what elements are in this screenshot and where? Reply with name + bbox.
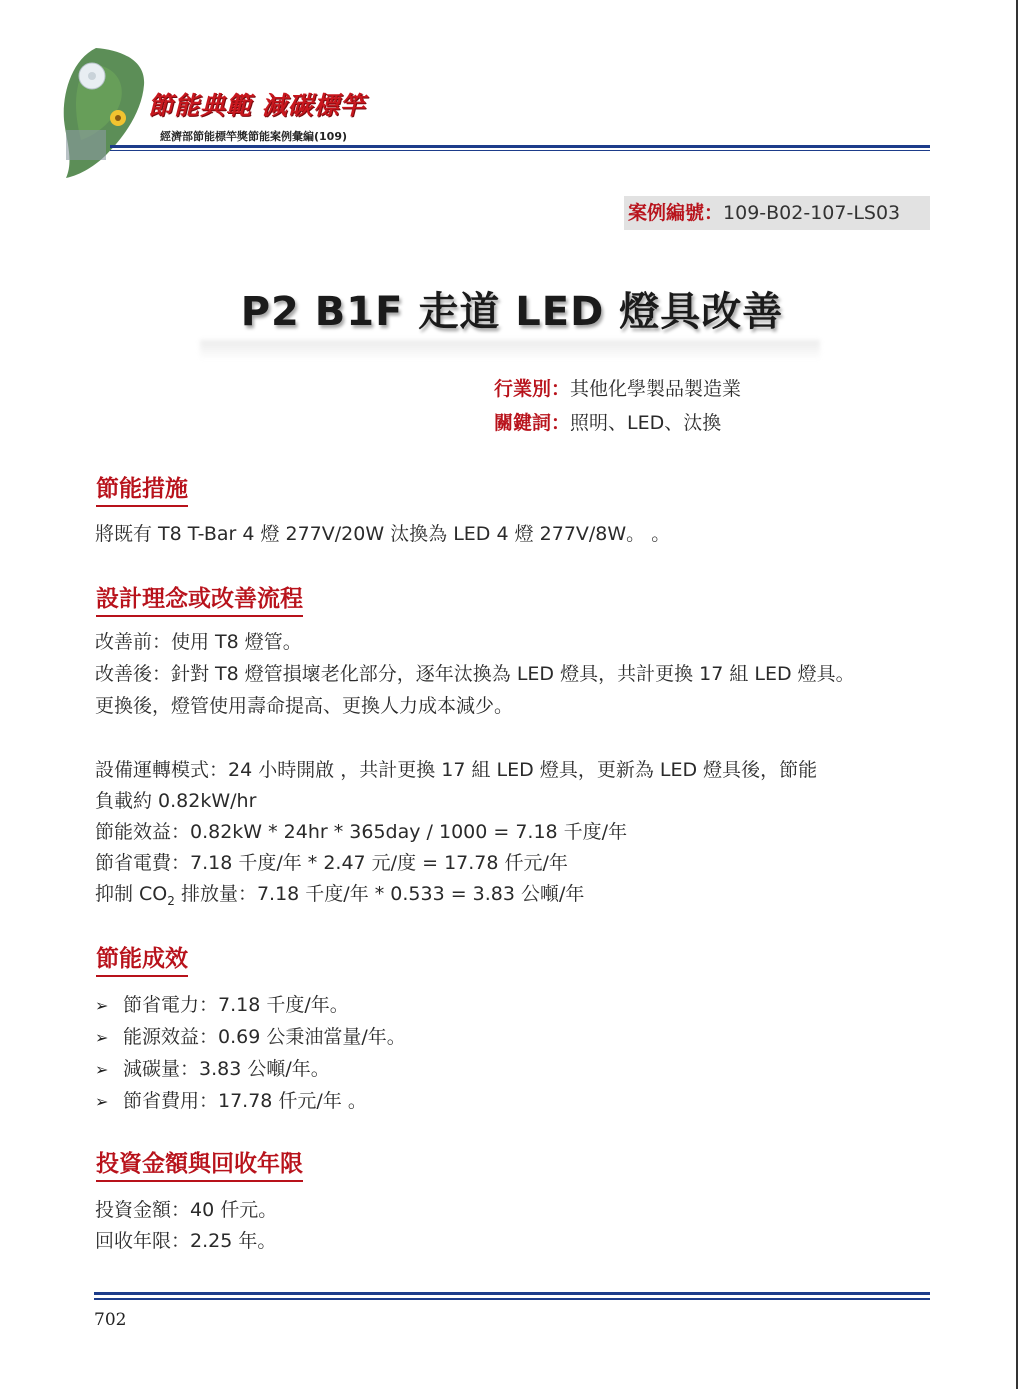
brand-title: 節能典範 減碳標竿	[148, 91, 366, 120]
result-item-text: 能源效益：0.69 公秉油當量/年。	[123, 1026, 406, 1048]
co2-suffix: 排放量：7.18 千度/年 * 0.533 = 3.83 公噸/年	[174, 883, 585, 905]
result-item-text: 節省電力：7.18 千度/年。	[123, 994, 349, 1016]
brand-subtitle: 經濟部節能標竿獎節能案例彙編(109)	[160, 130, 348, 143]
calc-operation-mode: 設備運轉模式：24 小時開啟 ，共計更換 17 組 LED 燈具，更新為 LED 燈具後，節能	[95, 759, 818, 781]
page-title: P2 B1F 走道 LED 燈具改善	[240, 289, 784, 335]
design-before: 改善前：使用 T8 燈管。	[95, 631, 302, 653]
calc-cost-saving: 節省電費：7.18 千度/年 * 2.47 元/度 = 17.78 仟元/年	[95, 852, 568, 874]
design-result: 更換後，燈管使用壽命提高、更換人力成本減少。	[95, 695, 514, 717]
result-item	[95, 1086, 367, 1113]
arrow-bullet-icon: ➢	[95, 1092, 109, 1111]
arrow-bullet-icon: ➢	[95, 1060, 109, 1079]
calc-load: 負載約 0.82kW/hr	[95, 790, 257, 812]
measures-text: 將既有 T8 T-Bar 4 燈 277V/20W 汰換為 LED 4 燈 277V/8W。 。	[95, 523, 671, 545]
keywords-line	[494, 408, 721, 435]
arrow-bullet-icon: ➢	[95, 996, 109, 1015]
industry-line	[494, 374, 741, 401]
industry-label: 行業別：	[494, 378, 571, 400]
industry-value: 其他化學製品製造業	[570, 378, 742, 400]
header-rule-thin	[110, 150, 930, 151]
results-heading: 節能成效	[96, 940, 188, 977]
keywords-label: 關鍵詞：	[494, 412, 571, 434]
design-heading: 設計理念或改善流程	[96, 580, 303, 617]
design-after: 改善後：針對 T8 燈管損壞老化部分，逐年汰換為 LED 燈具，共計更換 17 組 LED 燈具。	[95, 663, 855, 685]
page-edge-line	[1016, 0, 1018, 1389]
measures-heading: 節能措施	[96, 470, 188, 507]
result-item-text: 節省費用：17.78 仟元/年 。	[123, 1090, 367, 1112]
result-item	[95, 1054, 330, 1081]
payback-period: 回收年限：2.25 年。	[95, 1230, 277, 1252]
footer-rule-thin	[94, 1298, 930, 1300]
case-number-label: 案例編號：	[628, 202, 724, 224]
calc-co2-reduction	[95, 879, 584, 917]
footer-rule	[94, 1292, 930, 1295]
result-item-text: 減碳量：3.83 公噸/年。	[123, 1058, 330, 1080]
page-number: 702	[94, 1310, 127, 1330]
result-item	[95, 990, 349, 1017]
keywords-value: 照明、LED、汰換	[570, 412, 722, 434]
arrow-bullet-icon: ➢	[95, 1028, 109, 1047]
co2-subscript: 2	[167, 893, 175, 908]
case-number-box	[624, 196, 930, 230]
title-reflection	[200, 340, 820, 360]
result-item	[95, 1022, 406, 1049]
header-rule	[110, 145, 930, 148]
co2-prefix: 抑制 CO	[95, 883, 168, 905]
investment-amount: 投資金額：40 仟元。	[95, 1199, 278, 1221]
investment-heading: 投資金額與回收年限	[96, 1145, 303, 1182]
case-number-value: 109-B02-107-LS03	[723, 202, 901, 224]
calc-energy-benefit: 節能效益：0.82kW * 24hr * 365day / 1000 = 7.18 千度/年	[95, 821, 628, 843]
